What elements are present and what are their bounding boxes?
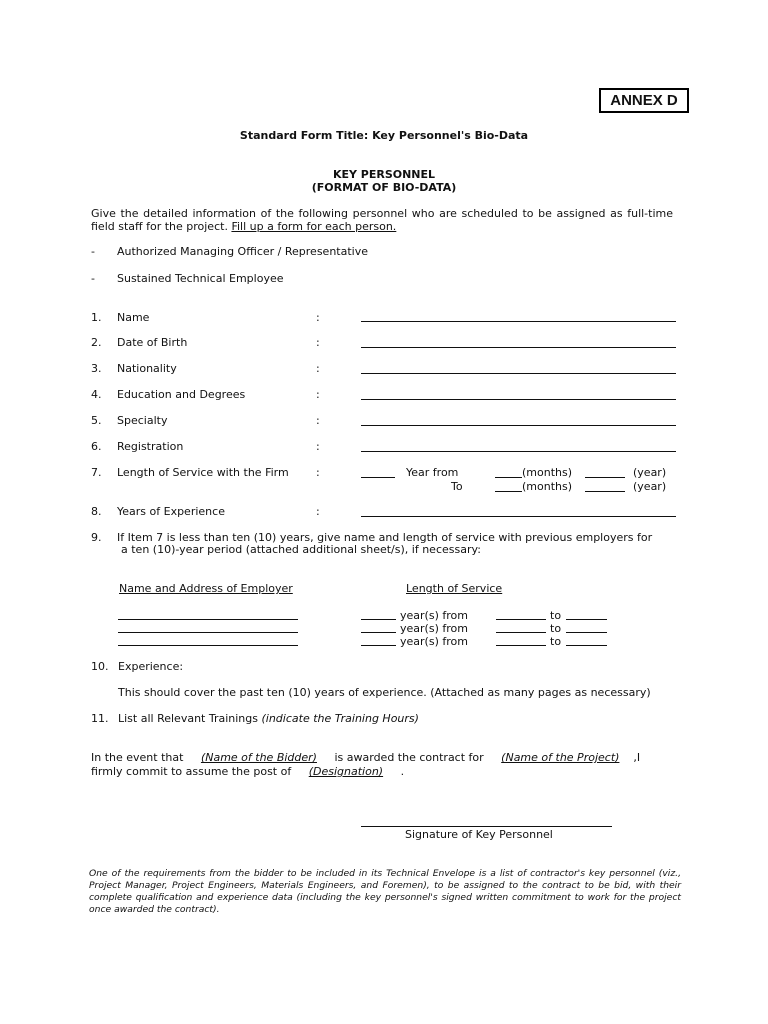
employer-column-header: Name and Address of Employer [119, 582, 293, 595]
years-from-label: year(s) from [400, 609, 468, 622]
service-years-fill-line[interactable] [361, 477, 395, 478]
field-number: 4. [91, 388, 102, 401]
years-experience-fill-line[interactable] [361, 516, 676, 517]
signature-line[interactable] [361, 826, 612, 827]
year-label: (year) [633, 480, 667, 493]
commitment-line1 [91, 751, 640, 764]
field-label-date-of-birth: Date of Birth [117, 336, 188, 349]
heading-format: (FORMAT OF BIO-DATA) [311, 181, 457, 194]
employer-fill-line[interactable] [118, 645, 298, 646]
years-fill-line[interactable] [361, 619, 396, 620]
field-number: 6. [91, 440, 102, 453]
year-to-fill-line[interactable] [585, 491, 625, 492]
field-label-specialty: Specialty [117, 414, 168, 427]
field-label-length-of-service: Length of Service with the Firm [117, 466, 289, 479]
years-from-label: year(s) from [400, 622, 468, 635]
item9-text-line1: If Item 7 is less than ten (10) years, give name and length of service with previous employers for [117, 531, 653, 544]
field-number: 5. [91, 414, 102, 427]
intro-paragraph [91, 207, 673, 233]
years-from-label: year(s) from [400, 635, 468, 648]
commitment-text: firmly commit to assume the post of [91, 765, 292, 778]
commitment-text: . [400, 765, 405, 778]
project-name-blank[interactable]: (Name of the Project) [501, 751, 620, 764]
specialty-fill-line[interactable] [361, 425, 676, 426]
name-fill-line[interactable] [361, 321, 676, 322]
field-colon: : [316, 388, 320, 401]
length-of-service-column-header: Length of Service [406, 582, 503, 595]
to-fill-line[interactable] [566, 645, 607, 646]
item11-text [118, 712, 419, 725]
from-fill-line[interactable] [496, 632, 546, 633]
years-fill-line[interactable] [361, 645, 396, 646]
intro-text: Give the detailed information of the following personnel who are scheduled to be assigned as full-time field staff for the project. [91, 207, 673, 233]
designation-blank[interactable]: (Designation) [308, 765, 384, 778]
field-number: 7. [91, 466, 102, 479]
field-label-education: Education and Degrees [117, 388, 246, 401]
item11-italic-note: (indicate the Training Hours) [261, 712, 419, 725]
field-colon: : [316, 414, 320, 427]
nationality-fill-line[interactable] [361, 373, 676, 374]
from-fill-line[interactable] [496, 645, 546, 646]
field-label-registration: Registration [117, 440, 184, 453]
field-label-name: Name [117, 311, 150, 324]
commitment-text: ,I [633, 751, 641, 764]
item-number: 10. [91, 660, 109, 673]
field-colon: : [316, 505, 320, 518]
employer-fill-line[interactable] [118, 619, 298, 620]
to-fill-line[interactable] [566, 632, 607, 633]
field-number: 2. [91, 336, 102, 349]
bidder-name-blank[interactable]: (Name of the Bidder) [200, 751, 317, 764]
to-fill-line[interactable] [566, 619, 607, 620]
field-label-nationality: Nationality [117, 362, 177, 375]
item-number: 9. [91, 531, 102, 544]
date-of-birth-fill-line[interactable] [361, 347, 676, 348]
item10-label: Experience: [118, 660, 184, 673]
intro-underlined: Fill up a form for each person. [231, 220, 397, 233]
field-colon: : [316, 466, 320, 479]
to-label: to [550, 609, 562, 622]
bullet-dash: - [91, 245, 95, 258]
item11-label: List all Relevant Trainings [118, 712, 258, 725]
commitment-text: is awarded the contract for [334, 751, 484, 764]
to-label: To [451, 480, 463, 493]
field-number: 8. [91, 505, 102, 518]
commitment-text: In the event that [91, 751, 184, 764]
education-fill-line[interactable] [361, 399, 676, 400]
from-fill-line[interactable] [496, 619, 546, 620]
to-label: to [550, 635, 562, 648]
item10-description: This should cover the past ten (10) years of experience. (Attached as many pages as necessary) [118, 686, 651, 699]
bullet-technical-employee: Sustained Technical Employee [117, 272, 284, 285]
bullet-authorized-officer: Authorized Managing Officer / Representative [117, 245, 368, 258]
year-from-label: Year from [406, 466, 459, 479]
field-colon: : [316, 362, 320, 375]
commitment-line2 [91, 765, 404, 778]
field-colon: : [316, 440, 320, 453]
field-number: 1. [91, 311, 102, 324]
form-title: Standard Form Title: Key Personnel's Bio-Data [239, 129, 529, 142]
item9-text-line2: a ten (10)-year period (attached additional sheet/s), if necessary: [121, 543, 481, 556]
annex-label: ANNEX D [599, 88, 689, 113]
employer-fill-line[interactable] [118, 632, 298, 633]
year-from-fill-line[interactable] [585, 477, 625, 478]
item-number: 11. [91, 712, 109, 725]
year-label: (year) [633, 466, 667, 479]
heading-key-personnel: KEY PERSONNEL [332, 168, 436, 181]
months-to-fill-line[interactable] [495, 491, 522, 492]
months-from-fill-line[interactable] [495, 477, 522, 478]
signature-label: Signature of Key Personnel [405, 828, 553, 841]
registration-fill-line[interactable] [361, 451, 676, 452]
years-fill-line[interactable] [361, 632, 396, 633]
footnote: One of the requirements from the bidder to be included in its Technical Envelope is a list of contractor's key personnel (viz., Project Manager, Project Engineers, Materials Engineers, and Foremen), to be assigned to the contract to be bid, with their complete qualification and experience data (including the key personnel's signed written commitment to work for the project once awarded the contract). [89, 868, 681, 915]
bullet-dash: - [91, 272, 95, 285]
field-colon: : [316, 311, 320, 324]
months-label: (months) [522, 480, 573, 493]
field-number: 3. [91, 362, 102, 375]
to-label: to [550, 622, 562, 635]
months-label: (months) [522, 466, 573, 479]
field-label-years-experience: Years of Experience [117, 505, 225, 518]
field-colon: : [316, 336, 320, 349]
